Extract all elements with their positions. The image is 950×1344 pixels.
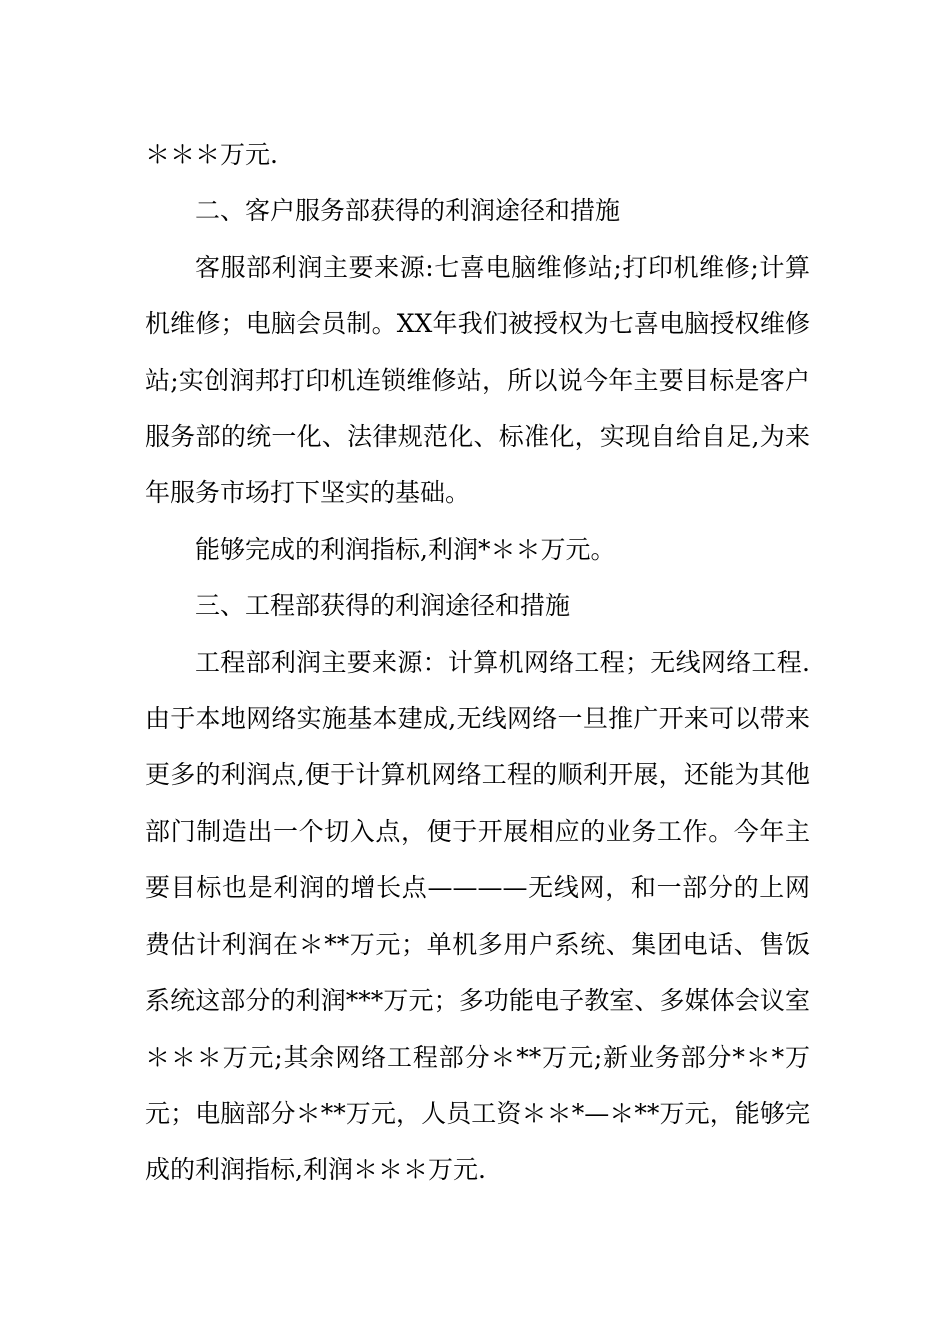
paragraph-customer-service-target: 能够完成的利润指标,利润*＊＊万元。 [195,534,616,564]
paragraph-customer-service-profit: 客服部利润主要来源:七喜电脑维修站;打印机维修;计算机维修；电脑会员制。XX年我们被授权为七喜电脑授权维修站;实创润邦打印机连锁维修站，所以说今年主要目标是客户服务部的统一化、法律规范化、标准化，实现自给自足,为来年服务市场打下坚实的基础。 [145,252,810,508]
paragraph-engineering-profit: 工程部利润主要来源：计算机网络工程；无线网络工程.由于本地网络实施基本建成,无线网络一旦推广开来可以带来更多的利润点,便于计算机网络工程的顺利开展，还能为其他部门制造出一个切入点，便于开展相应的业务工作。今年主要目标也是利润的增长点————无线网，和一部分的上网费估计利润在＊**万元；单机多用户系统、集团电话、售饭系统这部分的利润***万元；多功能电子教室、多媒体会议室＊＊＊万元;其余网络工程部分＊**万元;新业务部分*＊*万元；电脑部分＊**万元，人员工资＊＊*—＊**万元，能够完成的利润指标,利润＊＊＊万元. [145,647,810,1185]
section-heading-engineering: 三、工程部获得的利润途径和措施 [195,591,571,621]
paragraph-continuation: ＊＊＊万元. [145,140,278,169]
document-body [145,127,810,1199]
section-heading-customer-service: 二、客户服务部获得的利润途径和措施 [195,196,621,226]
